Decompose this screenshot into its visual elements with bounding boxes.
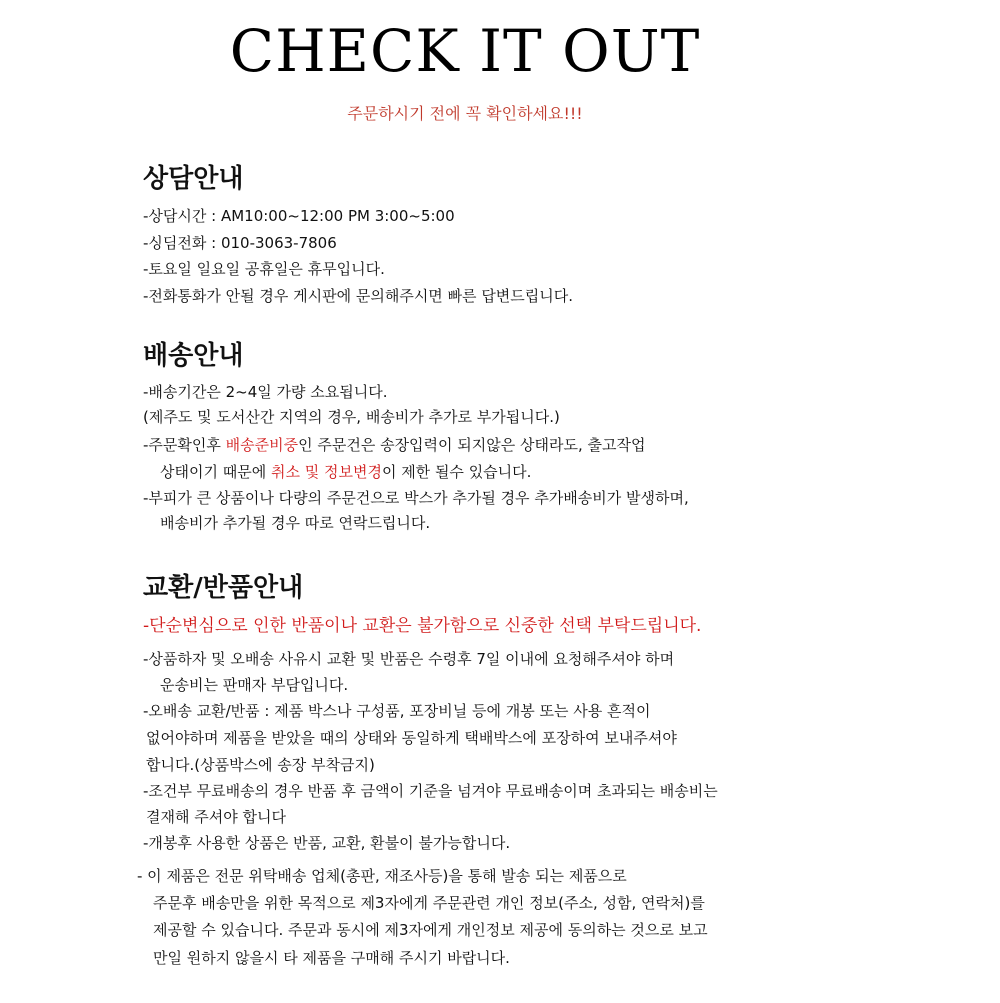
page-title: CHECK IT OUT — [229, 17, 701, 85]
exchange-line: 결재해 주셔야 합니다 — [146, 808, 286, 826]
exchange-line: - 이 제품은 전문 위탁배송 업체(총판, 재조사등)을 통해 발송 되는 제품으로 — [137, 867, 627, 885]
shipping-highlight: 배송준비중 — [225, 436, 299, 454]
exchange-line: 만일 원하지 않을시 타 제품을 구매해 주시기 바랍니다. — [153, 949, 510, 967]
shipping-text: 인 주문건은 송장입력이 되지않은 상태라도, 출고작업 — [298, 436, 646, 454]
shipping-highlight: 취소 및 정보변경 — [270, 463, 382, 481]
exchange-line: 없어야하며 제품을 받았을 때의 상태와 동일하게 택배박스에 포장하여 보내주셔야 — [146, 729, 677, 747]
consult-line: -토요일 일요일 공휴일은 휴무입니다. — [143, 260, 385, 278]
consult-line: -싱딤전화 : 010-3063-7806 — [143, 234, 337, 252]
exchange-line: 제공할 수 있습니다. 주문과 동시에 제3자에게 개인정보 제공에 동의하는 것으로 보고 — [153, 921, 708, 939]
shipping-text: 상태이기 때문에 — [160, 463, 271, 481]
shipping-line: -부피가 큰 상품이나 다량의 주문건으로 박스가 추가될 경우 추가배송비가 발생하며, — [143, 489, 689, 507]
shipping-line: 배송비가 추가될 경우 따로 연락드립니다. — [160, 514, 431, 532]
shipping-heading: 배송안내 — [143, 341, 244, 371]
exchange-warning: -단순변심으로 인한 반품이나 교환은 불가함으로 신중한 선택 부탁드립니다. — [143, 616, 702, 636]
exchange-line: 주문후 배송만을 위한 목적으로 제3자에게 주문관련 개인 정보(주소, 성함, 연락처)를 — [153, 894, 705, 912]
exchange-line: 합니다.(상품박스에 송장 부착금지) — [146, 756, 375, 774]
exchange-line: -상품하자 및 오배송 사유시 교환 및 반품은 수령후 7일 이내에 요청해주셔야 하며 — [143, 650, 675, 668]
shipping-text: 이 제한 될수 있습니다. — [381, 463, 532, 481]
consult-heading: 상담안내 — [143, 164, 244, 194]
consult-line: -상담시간 : AM10:00~12:00 PM 3:00~5:00 — [143, 207, 455, 225]
page-subtitle: 주문하시기 전에 꼭 확인하세요!!! — [347, 104, 583, 123]
exchange-line: -오배송 교환/반품 : 제품 박스나 구성품, 포장비닐 등에 개봉 또는 사용 흔적이 — [143, 702, 651, 720]
exchange-heading: 교환/반품안내 — [143, 573, 304, 603]
shipping-line: -배송기간은 2~4일 가량 소요됩니다. — [143, 383, 388, 401]
shipping-line — [143, 438, 645, 453]
exchange-line: -조건부 무료배송의 경우 반품 후 금액이 기준을 넘겨야 무료배송이며 초과되는 배송비는 — [143, 782, 718, 800]
exchange-line: 운송비는 판매자 부담입니다. — [160, 676, 349, 694]
exchange-line: -개봉후 사용한 상품은 반품, 교환, 환불이 불가능합니다. — [143, 834, 511, 852]
consult-line: -전화통화가 안될 경우 게시판에 문의해주시면 빠른 답변드립니다. — [143, 287, 574, 305]
shipping-text: -주문확인후 — [143, 436, 226, 454]
shipping-line: (제주도 및 도서산간 지역의 경우, 배송비가 추가로 부가됩니다.) — [143, 408, 560, 426]
shipping-line — [160, 465, 531, 480]
